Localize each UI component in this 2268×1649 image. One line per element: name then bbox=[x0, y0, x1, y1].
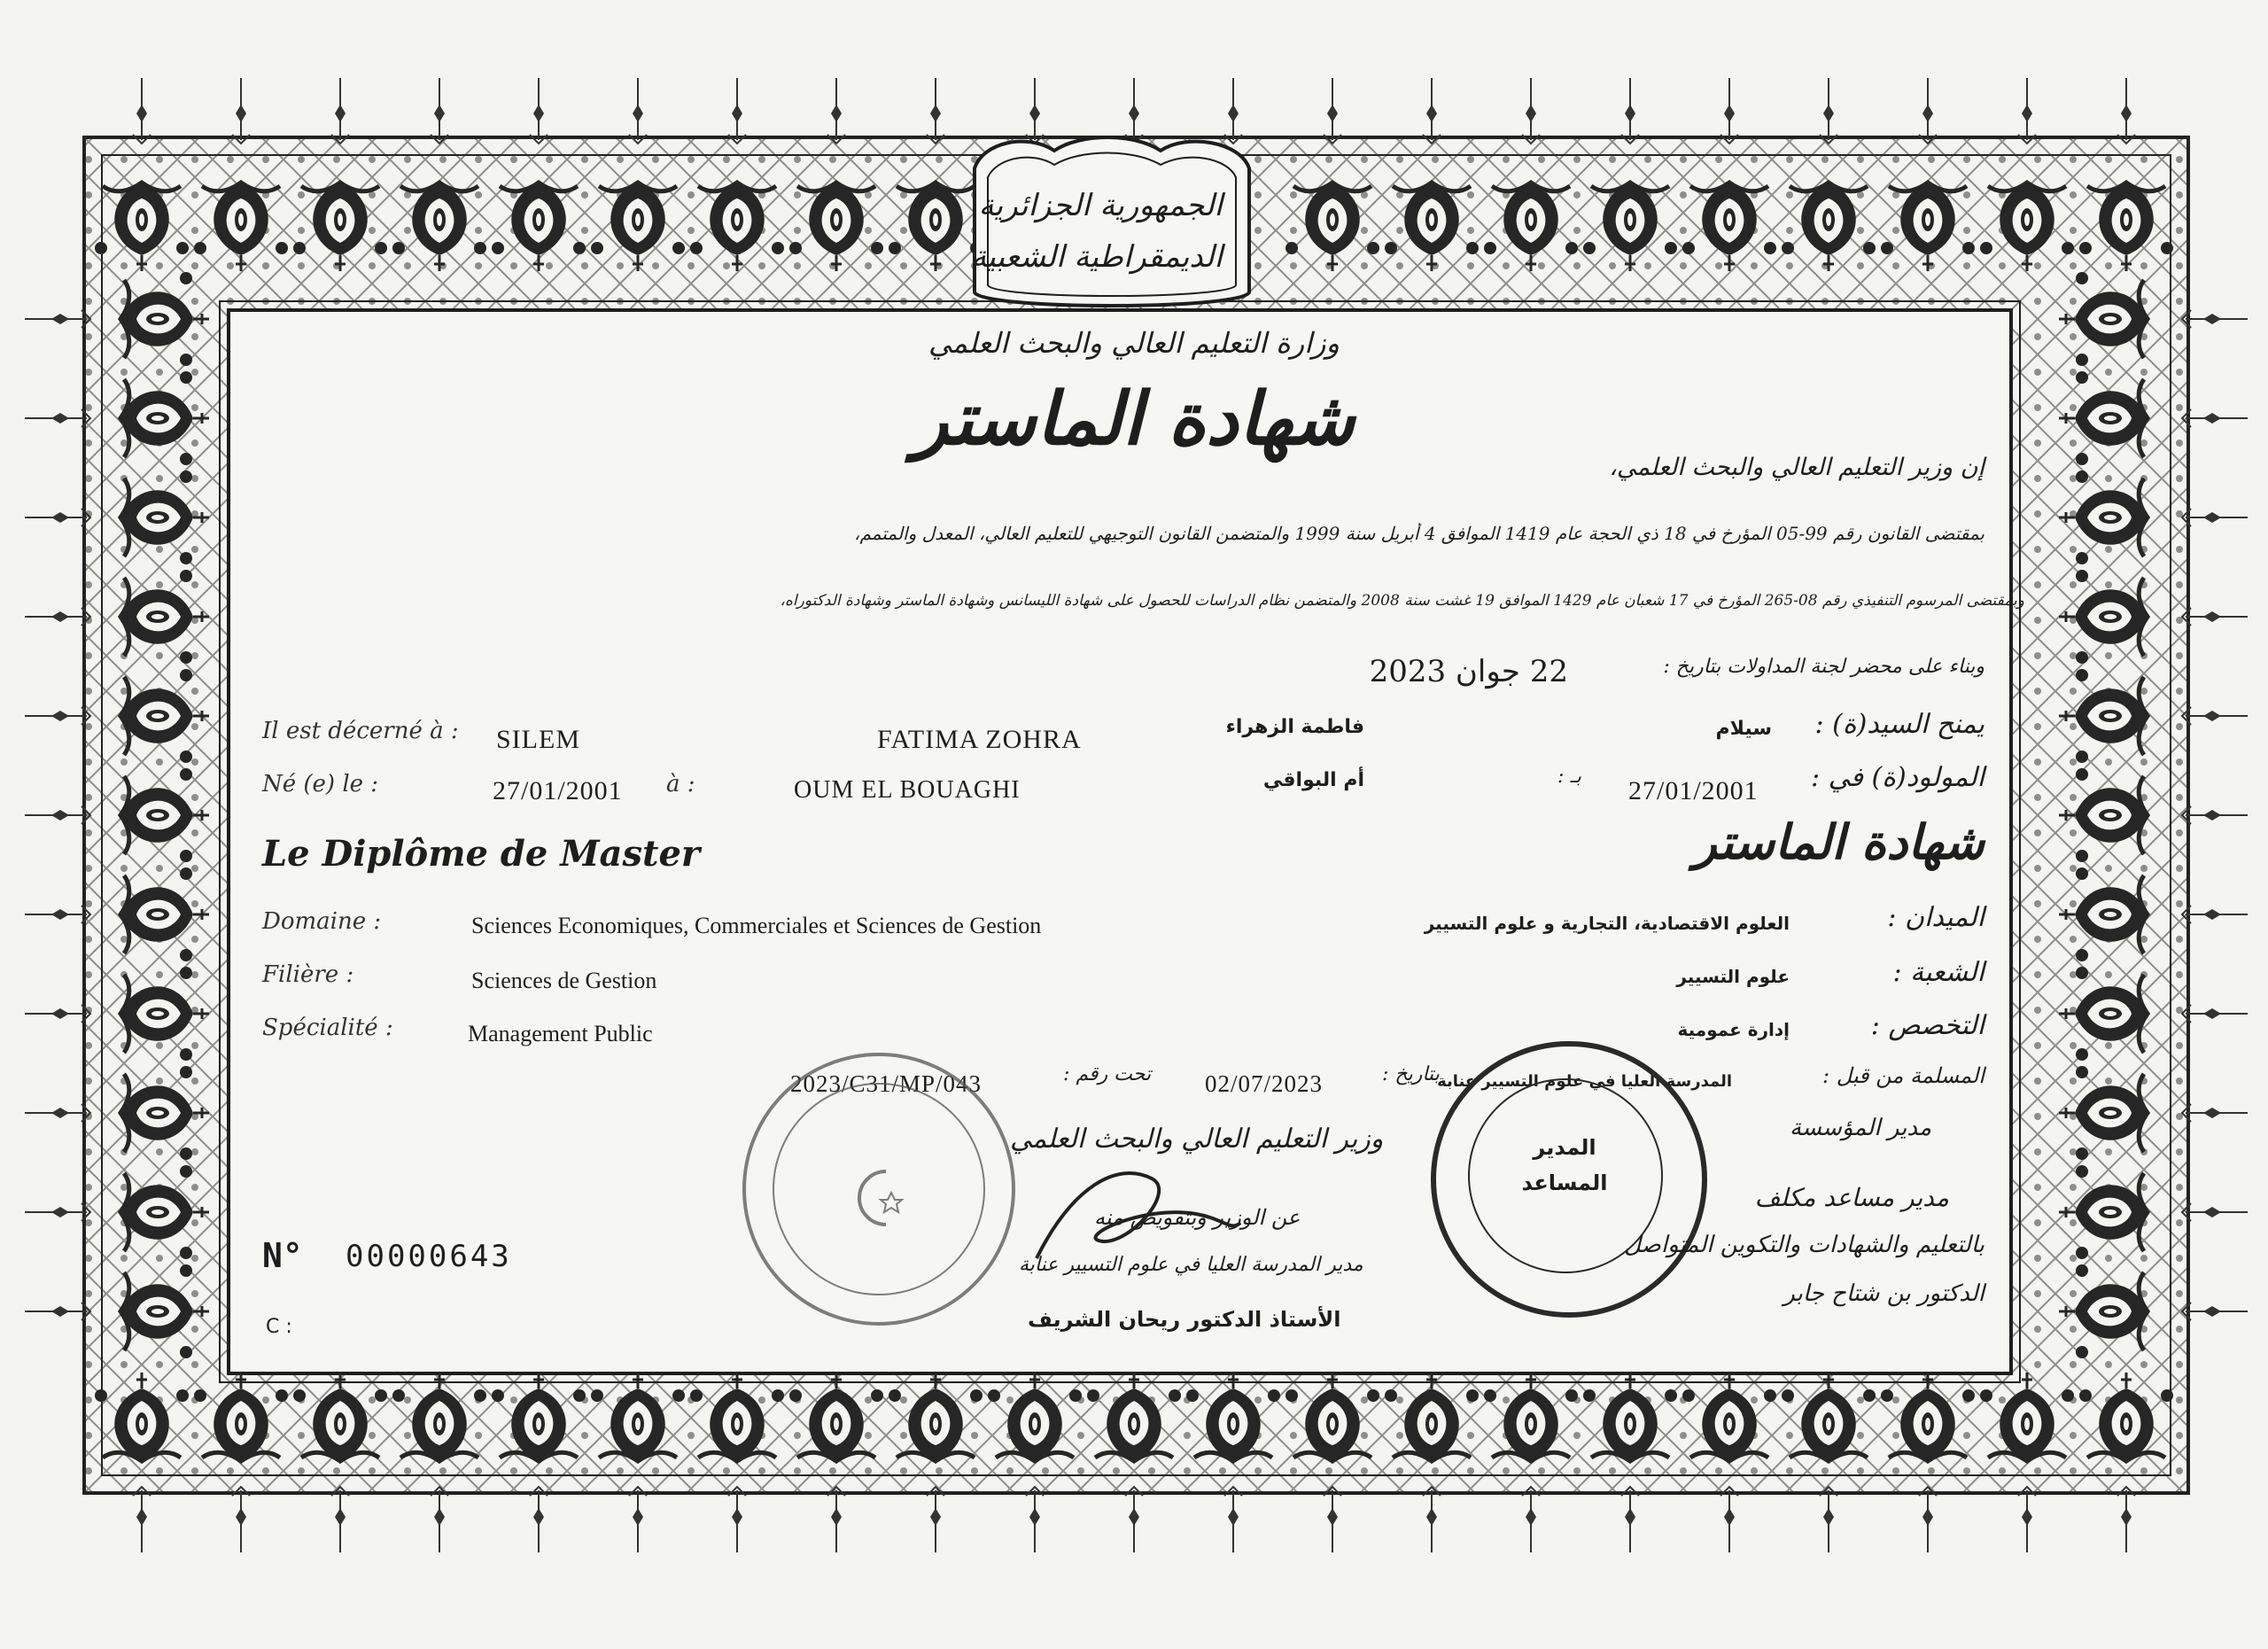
diploma-title-ar-2: شهادة الماستر bbox=[1693, 813, 1984, 870]
delivered-label-ar: المسلمة من قبل : bbox=[1822, 1063, 1984, 1088]
registration-date: 02/07/2023 bbox=[1205, 1070, 1324, 1097]
border-spike-icon bbox=[1324, 1487, 1341, 1552]
minister-title-ar: وزير التعليم العالي والبحث العلمي bbox=[1010, 1124, 1384, 1155]
domain-label-fr: Domaine : bbox=[262, 908, 382, 935]
border-spike-icon bbox=[25, 806, 90, 824]
serial-c-label: C : bbox=[266, 1316, 292, 1338]
assistant-title-ar: مدير مساعد مكلف bbox=[1754, 1183, 1949, 1212]
lastname-fr: SILEM bbox=[496, 725, 580, 754]
border-spike-icon bbox=[2018, 78, 2036, 144]
registration-date-label: بتاريخ : bbox=[1382, 1063, 1440, 1085]
lastname-ar: سيلام bbox=[1715, 718, 1772, 740]
border-spike-icon bbox=[2182, 608, 2248, 626]
border-spike-icon bbox=[1919, 78, 1937, 144]
border-spike-icon bbox=[827, 1487, 845, 1552]
border-spike-icon bbox=[25, 509, 90, 526]
border-spike-icon bbox=[2117, 78, 2135, 144]
director-name-ar: الأستاذ الدكتور ريحان الشريف bbox=[1028, 1307, 1341, 1332]
registration-number: 2023/C31/MP/043 bbox=[790, 1070, 983, 1097]
border-spike-icon bbox=[2182, 409, 2248, 427]
preamble-line-3: وبمقتضى المرسوم التنفيذي رقم 08-265 المؤرخ في 17 شعبان عام 1429 الموافق 19 غشت سنة 2008 والمتضمن نظام الدراسات للحصول على شهادة الليسانس وشهادة الماستر وشهادة الدكتوراه، bbox=[780, 592, 2024, 610]
border-spike-icon bbox=[2182, 707, 2248, 725]
border-spike-icon bbox=[2182, 906, 2248, 923]
border-spike-icon bbox=[1224, 1487, 1242, 1552]
on-behalf-ar: عن الوزير وبتفويض منه bbox=[1094, 1205, 1301, 1230]
firstname-ar: فاطمة الزهراء bbox=[1225, 716, 1364, 738]
border-spike-icon bbox=[927, 78, 944, 144]
border-spike-icon bbox=[827, 78, 845, 144]
stamp-text-1: المدير bbox=[1533, 1135, 1596, 1160]
ministry-title: وزارة التعليم العالي والبحث العلمي bbox=[928, 326, 1340, 360]
republic-line-2: الديمقراطية الشعبية bbox=[971, 239, 1223, 275]
border-spike-icon bbox=[25, 1104, 90, 1122]
border-spike-icon bbox=[431, 78, 448, 144]
border-spike-icon bbox=[2182, 1203, 2248, 1221]
birthplace-fr: OUM EL BOUAGHI bbox=[794, 776, 1021, 804]
filiere-fr: Sciences de Gestion bbox=[471, 968, 657, 993]
border-spike-icon bbox=[2182, 509, 2248, 526]
stamp-text-2: المساعد bbox=[1521, 1171, 1608, 1195]
border-spike-icon bbox=[2182, 1104, 2248, 1122]
border-spike-icon bbox=[2182, 806, 2248, 824]
crescent-star-icon bbox=[842, 1163, 913, 1233]
filiere-label-fr: Filière : bbox=[262, 961, 354, 988]
born-label-ar: المولود(ة) في : bbox=[1811, 762, 1984, 793]
filiere-label-ar: الشعبة : bbox=[1892, 957, 1984, 988]
border-spike-icon bbox=[1820, 78, 1837, 144]
border-spike-icon bbox=[1026, 1487, 1044, 1552]
firstname-fr: FATIMA ZOHRA bbox=[877, 725, 1082, 754]
ministry-seal bbox=[742, 1053, 1015, 1326]
specialite-label-ar: التخصص : bbox=[1870, 1010, 1984, 1041]
border-spike-icon bbox=[133, 78, 151, 144]
awarded-label-fr: Il est décerné à : bbox=[262, 718, 459, 744]
border-spike-icon bbox=[331, 78, 349, 144]
border-spike-icon bbox=[728, 1487, 746, 1552]
border-spike-icon bbox=[2182, 1303, 2248, 1320]
deliberation-label: وبناء على محضر لجنة المداولات بتاريخ : bbox=[1663, 656, 1984, 678]
border-spike-icon bbox=[2117, 1487, 2135, 1552]
border-spike-icon bbox=[728, 78, 746, 144]
border-spike-icon bbox=[331, 1487, 349, 1552]
at-label-ar: بـ : bbox=[1557, 766, 1581, 788]
border-spike-icon bbox=[25, 1203, 90, 1221]
diploma-title-fr: Le Diplôme de Master bbox=[262, 833, 700, 875]
institution-seal bbox=[1431, 1041, 1707, 1318]
border-spike-icon bbox=[1522, 78, 1540, 144]
specialite-label-fr: Spécialité : bbox=[262, 1015, 393, 1041]
school-director-ar: مدير المدرسة العليا في علوم التسيير عنابة bbox=[1019, 1254, 1363, 1276]
serial-prefix: N° bbox=[262, 1236, 303, 1275]
signature-scribble bbox=[1019, 1152, 1249, 1276]
border-spike-icon bbox=[232, 1487, 250, 1552]
border-spike-icon bbox=[1522, 1487, 1540, 1552]
serial-number: 00000643 bbox=[346, 1239, 512, 1274]
deliberation-date: 22 جوان 2023 bbox=[1369, 654, 1568, 689]
border-spike-icon bbox=[530, 78, 548, 144]
border-spike-icon bbox=[1423, 78, 1441, 144]
preamble-line-1: إن وزير التعليم العالي والبحث العلمي، bbox=[1609, 454, 1984, 481]
registration-number-label: تحت رقم : bbox=[1063, 1063, 1152, 1085]
born-label-fr: Né (e) le : bbox=[262, 771, 379, 797]
birthplace-ar: أم البواقي bbox=[1262, 769, 1364, 791]
border-spike-icon bbox=[1324, 78, 1341, 144]
border-spike-icon bbox=[25, 707, 90, 725]
border-spike-icon bbox=[530, 1487, 548, 1552]
border-spike-icon bbox=[1820, 1487, 1837, 1552]
border-spike-icon bbox=[2182, 1005, 2248, 1023]
border-spike-icon bbox=[25, 1005, 90, 1023]
border-spike-icon bbox=[1720, 78, 1738, 144]
border-spike-icon bbox=[2018, 1487, 2036, 1552]
assistant-name-ar: الدكتور بن شتاح جابر bbox=[1783, 1280, 1984, 1307]
border-spike-icon bbox=[1621, 1487, 1639, 1552]
filiere-ar: علوم التسيير bbox=[1676, 966, 1790, 987]
director-label-ar: مدير المؤسسة bbox=[1790, 1115, 1931, 1141]
border-spike-icon bbox=[1125, 78, 1143, 144]
border-spike-icon bbox=[133, 1487, 151, 1552]
border-spike-icon bbox=[1720, 1487, 1738, 1552]
at-label-fr: à : bbox=[666, 771, 695, 797]
border-spike-icon bbox=[1026, 78, 1044, 144]
border-spike-icon bbox=[25, 310, 90, 328]
border-spike-icon bbox=[25, 906, 90, 923]
border-spike-icon bbox=[1224, 78, 1242, 144]
specialite-fr: Management Public bbox=[468, 1021, 653, 1046]
border-spike-icon bbox=[927, 1487, 944, 1552]
border-spike-icon bbox=[232, 78, 250, 144]
border-spike-icon bbox=[25, 608, 90, 626]
specialite-ar: إدارة عمومية bbox=[1677, 1019, 1790, 1040]
birthdate-ar: 27/01/2001 bbox=[1628, 776, 1759, 805]
institution-ar: المدرسة العليا في علوم التسيير عنابة bbox=[1437, 1072, 1732, 1091]
border-spike-icon bbox=[629, 78, 647, 144]
awarded-label-ar: يمنح السيد(ة) : bbox=[1814, 709, 1984, 740]
domain-ar: العلوم الاقتصادية، التجارية و علوم التسيير bbox=[1424, 913, 1790, 934]
border-spike-icon bbox=[431, 1487, 448, 1552]
border-spike-icon bbox=[629, 1487, 647, 1552]
preamble-line-2: بمقتضى القانون رقم 99-05 المؤرخ في 18 ذي الحجة عام 1419 الموافق 4 أبريل سنة 1999 والمتضمن القانون التوجيهي للتعليم العالي، المعدل والمتمم، bbox=[854, 523, 1984, 544]
border-spike-icon bbox=[25, 1303, 90, 1320]
domain-label-ar: الميدان : bbox=[1887, 902, 1984, 933]
diploma-title-ar: شهادة الماستر bbox=[913, 377, 1355, 462]
border-spike-icon bbox=[25, 409, 90, 427]
republic-line-1: الجمهورية الجزائرية bbox=[978, 188, 1223, 223]
domain-fr: Sciences Economiques, Commerciales et Sciences de Gestion bbox=[471, 913, 1042, 938]
birthdate-fr: 27/01/2001 bbox=[493, 776, 623, 805]
border-spike-icon bbox=[1423, 1487, 1441, 1552]
border-spike-icon bbox=[2182, 310, 2248, 328]
border-spike-icon bbox=[1621, 78, 1639, 144]
border-spike-icon bbox=[1919, 1487, 1937, 1552]
border-spike-icon bbox=[1125, 1487, 1143, 1552]
assistant-role-ar: بالتعليم والشهادات والتكوين المتواصل bbox=[1624, 1232, 1984, 1258]
